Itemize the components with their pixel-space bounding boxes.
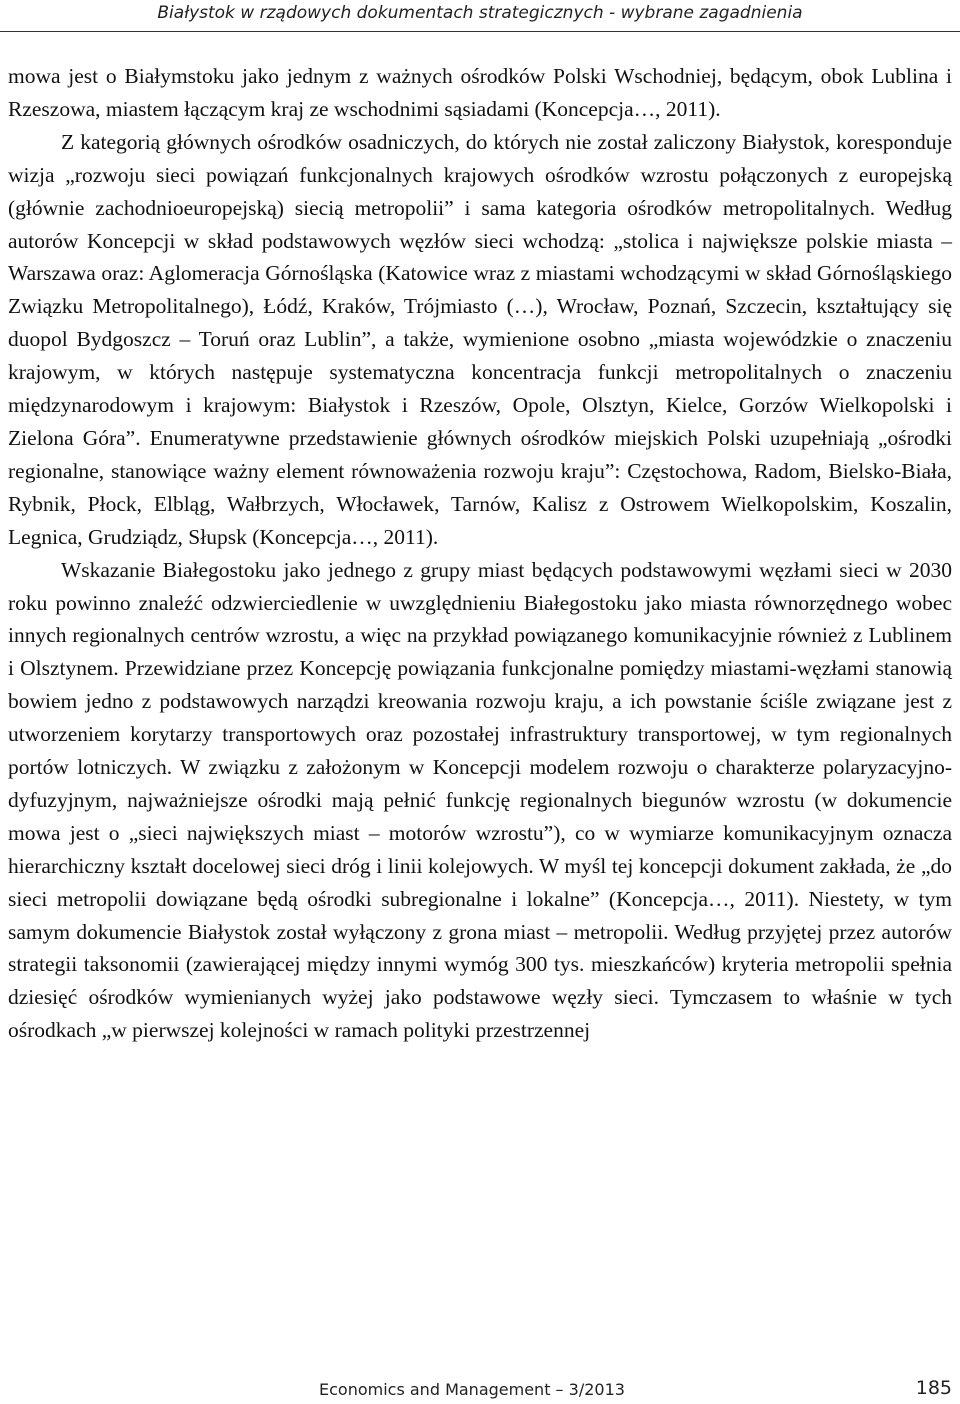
header-rule [0, 31, 960, 32]
running-title: Białystok w rządowych dokumentach strategicznych - wybrane zagadnienia [157, 3, 803, 23]
running-header [0, 0, 960, 31]
paragraph-main-centers: Z kategorią głównych ośrodków osadniczych, do których nie został zaliczony Białystok, koresponduje wizja „rozwoju sieci powiązań funkcjonalnych krajowych ośrodków wzrostu połączonych z europejską (głównie zachodnioeuropejską) siecią metropolii” i sama kategoria ośrodków metropolitalnych. Według autorów Koncepcji w skład podstawowych węzłów sieci wchodzą: „stolica i największe polskie miasta – Warszawa oraz: Aglomeracja Górnośląska (Katowice wraz z miastami wchodzącymi w skład Górnośląskiego Związku Metropolitalnego), Łódź, Kraków, Trójmiasto (…), Wrocław, Poznań, Szczecin, kształtujący się duopol Bydgoszcz – Toruń oraz Lublin”, a także, wymienione osobno „miasta wojewódzkie o znaczeniu krajowym, w których następuje systematyczna koncentracja funkcji metropolitalnych o znaczeniu międzynarodowym i krajowym: Białystok i Rzeszów, Opole, Olsztyn, Kielce, Gorzów Wielkopolski i Zielona Góra”. Enumeratywne przedstawienie głównych ośrodków miejskich Polski uzupełniają „ośrodki regionalne, stanowiące ważny element równoważenia rozwoju kraju”: Częstochowa, Radom, Bielsko-Biała, Rybnik, Płock, Elbląg, Wałbrzych, Włocławek, Tarnów, Kalisz z Ostrowem Wielkopolskim, Koszalin, Legnica, Grudziądz, Słupsk (Koncepcja…, 2011). [8, 129, 952, 549]
journal-issue: Economics and Management – 3/2013 [319, 1380, 625, 1399]
page-number: 185 [915, 1377, 952, 1399]
body-text [8, 60, 952, 1047]
paragraph-bialystok-nodes: Wskazanie Białegostoku jako jednego z grupy miast będących podstawowymi węzłami sieci w 2030 roku powinno znaleźć odzwierciedlenie w uwzględnieniu Białegostoku jako miasta równorzędnego wobec innych regionalnych centrów wzrostu, a więc na przykład powiązanego komunikacyjnie również z Lublinem i Olsztynem. Przewidziane przez Koncepcję powiązania funkcjonalne pomiędzy miastami-węzłami stanowią bowiem jedno z podstawowych narządzi kreowania rozwoju kraju, a ich powstanie ściśle związane jest z utworzeniem korytarzy transportowych oraz pozostałej infrastruktury transportowej, w tym regionalnych portów lotniczych. W związku z założonym w Koncepcji modelem rozwoju o charakterze polaryzacyjno-dyfuzyjnym, najważniejsze ośrodki mają pełnić funkcję regionalnych biegunów wzrostu (w dokumencie mowa jest o „sieci największych miast – motorów wzrostu”), co w wymiarze komunikacyjnym oznacza hierarchiczny kształt docelowej sieci dróg i linii kolejowych. W myśl tej koncepcji dokument zakłada, że „do sieci metropolii dowiązane będą ośrodki subregionalne i lokalne” (Koncepcja…, 2011). Niestety, w tym samym dokumencie Białystok został wyłączony z grona miast – metropolii. Według przyjętej przez autorów strategii taksonomii (zawierającej między innymi wymóg 300 tys. mieszkańców) kryteria metropolii spełnia dziesięć ośrodków wymienianych wyżej jako podstawowe węzły sieci. Tymczasem to właśnie w tych ośrodkach „w pierwszej kolejności w ramach polityki przestrzennej [8, 557, 952, 1043]
paragraph-continuation: mowa jest o Białymstoku jako jednym z ważnych ośrodków Polski Wschodniej, będącym, obok Lublina i Rzeszowa, miastem łączącym kraj ze wschodnimi sąsiadami (Koncepcja…, 2011). [8, 64, 952, 121]
page-footer [0, 1376, 960, 1404]
